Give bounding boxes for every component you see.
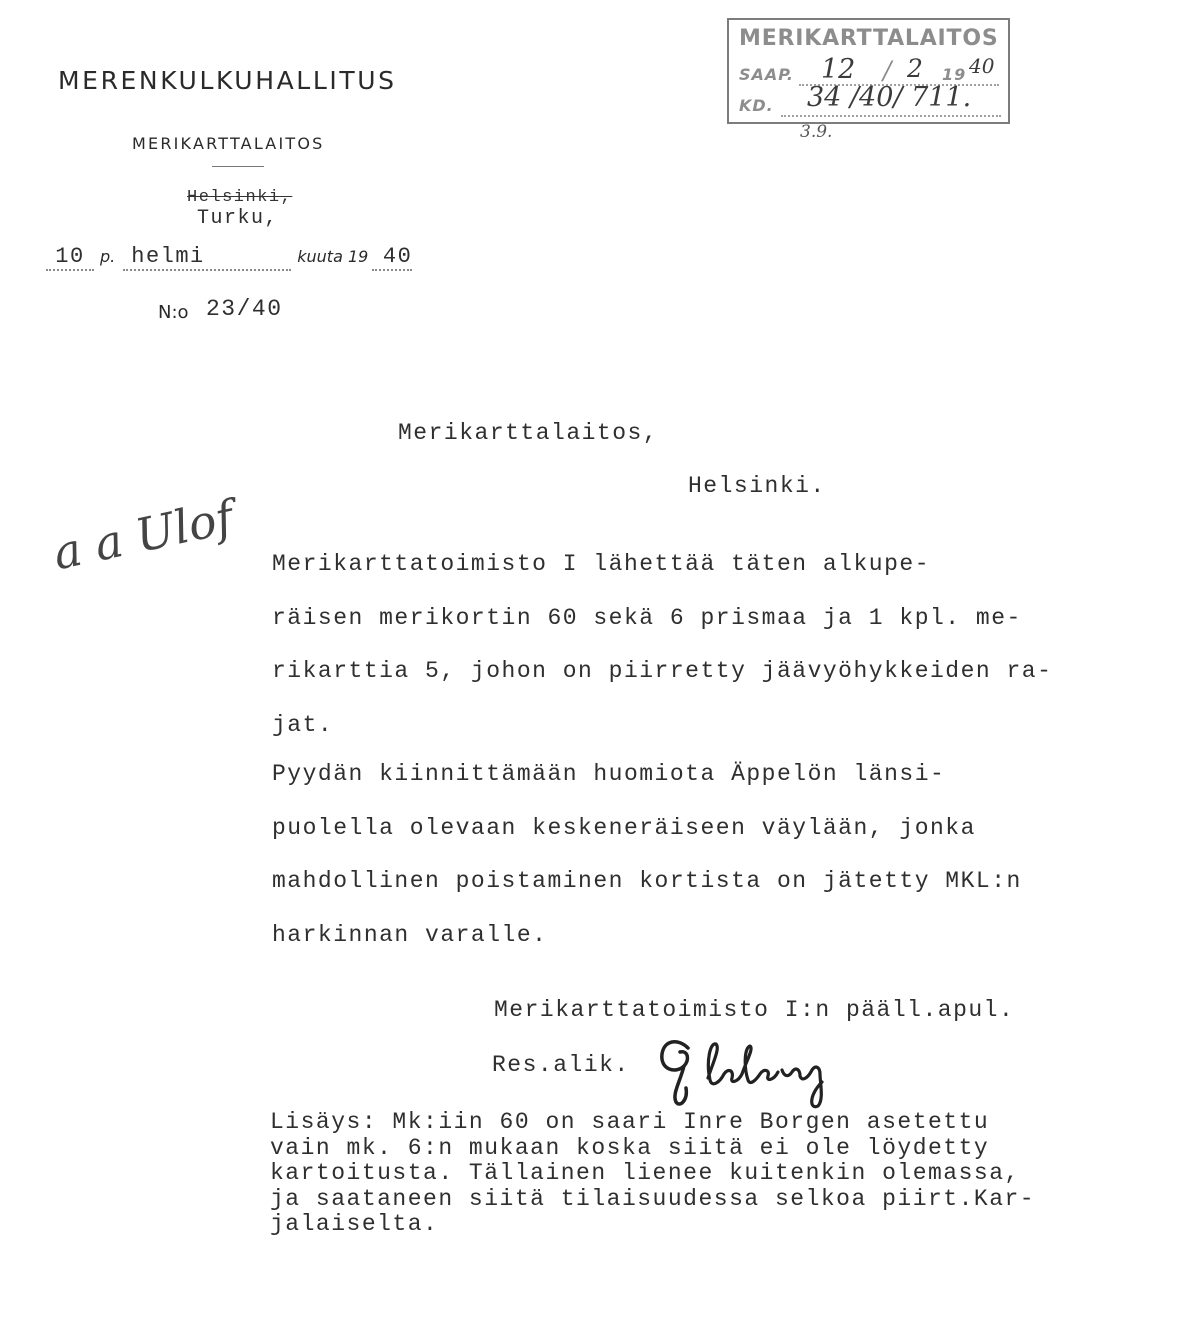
addressee: Merikarttalaitos, — [398, 420, 659, 446]
paragraph-2 — [272, 748, 1022, 962]
paragraph-2-line: harkinnan varalle. — [272, 921, 548, 948]
handwritten-signature — [650, 1030, 870, 1110]
reference-number: 23/40 — [206, 296, 283, 322]
letter-place: Turku, — [197, 207, 279, 230]
organization-name: MERENKULKUHALLITUS — [58, 66, 397, 95]
paragraph-1-line: jat. — [272, 711, 334, 738]
paragraph-1-line: räisen merikortin 60 sekä 6 prismaa ja 1 kpl. me- — [272, 604, 1022, 631]
paragraph-2-line: mahdollinen poistaminen kortista on jätetty MKL:n — [272, 868, 1022, 894]
paragraph-2-line: puolella olevaan keskeneräiseen väylään, jonka — [272, 814, 976, 841]
paragraph-2-line: Pyydän kiinnittämään huomiota Äppelön länsi- — [272, 761, 946, 787]
paragraph-1 — [272, 538, 1052, 752]
sender-title: Merikarttatoimisto I:n pääll.apul. — [494, 997, 1015, 1023]
addendum — [270, 1110, 1035, 1238]
signature-name: G. Lefving — [650, 1030, 655, 1031]
date-year: 40 — [372, 244, 412, 271]
margin-note: a a Ulof — [48, 489, 238, 581]
letterhead-divider — [212, 166, 264, 167]
stamp-arrived-month: 2 — [907, 54, 923, 83]
addendum-line: jalaiselta. — [270, 1211, 439, 1237]
stamp-handwritten-note: 3.9. — [800, 122, 833, 142]
stamp-slash: / — [883, 56, 892, 85]
addendum-line: kartoitusta. Tällainen lienee kuitenkin olemassa, — [270, 1160, 1020, 1186]
stamp-title: MERIKARTTALAITOS — [739, 26, 999, 51]
sender-rank: Res.alik. — [492, 1052, 630, 1078]
reference-label: N:o — [158, 302, 189, 323]
date-month: helmi — [123, 244, 291, 271]
date-day: 10 — [46, 244, 94, 271]
stamp-arrived-year: 40 — [969, 54, 995, 78]
stamp-year-prefix: 19 — [942, 65, 967, 84]
addendum-line: vain mk. 6:n mukaan koska siitä ei ole löydetty — [270, 1134, 990, 1161]
received-stamp — [727, 18, 1010, 124]
addendum-line: ja saataneen siitä tilaisuudessa selkoa piirt.Kar- — [270, 1185, 1036, 1212]
paragraph-1-line: rikarttia 5, johon on piirretty jäävyöhykkeiden ra- — [272, 658, 1053, 684]
date-month-suffix: kuuta 19 — [297, 247, 369, 266]
stamp-record-label: KD. — [739, 96, 774, 115]
struck-place-text: Helsinki, — [187, 188, 293, 207]
struck-place — [187, 188, 292, 207]
addressee-city: Helsinki. — [688, 473, 826, 499]
stamp-record-dots — [781, 115, 1001, 117]
stamp-arrived-day: 12 — [821, 54, 856, 85]
department-name: MERIKARTTALAITOS — [132, 134, 325, 153]
paragraph-1-line: Merikarttatoimisto I lähettää täten alkupe- — [272, 551, 930, 577]
stamp-arrived-label: SAAP. — [739, 65, 794, 84]
addendum-line: Lisäys: Mk:iin 60 on saari Inre Borgen asetettu — [270, 1109, 990, 1135]
date-day-suffix: p. — [100, 247, 116, 266]
letter-date — [46, 244, 412, 271]
stamp-record-number: 34 /40/ 711. — [807, 82, 972, 113]
